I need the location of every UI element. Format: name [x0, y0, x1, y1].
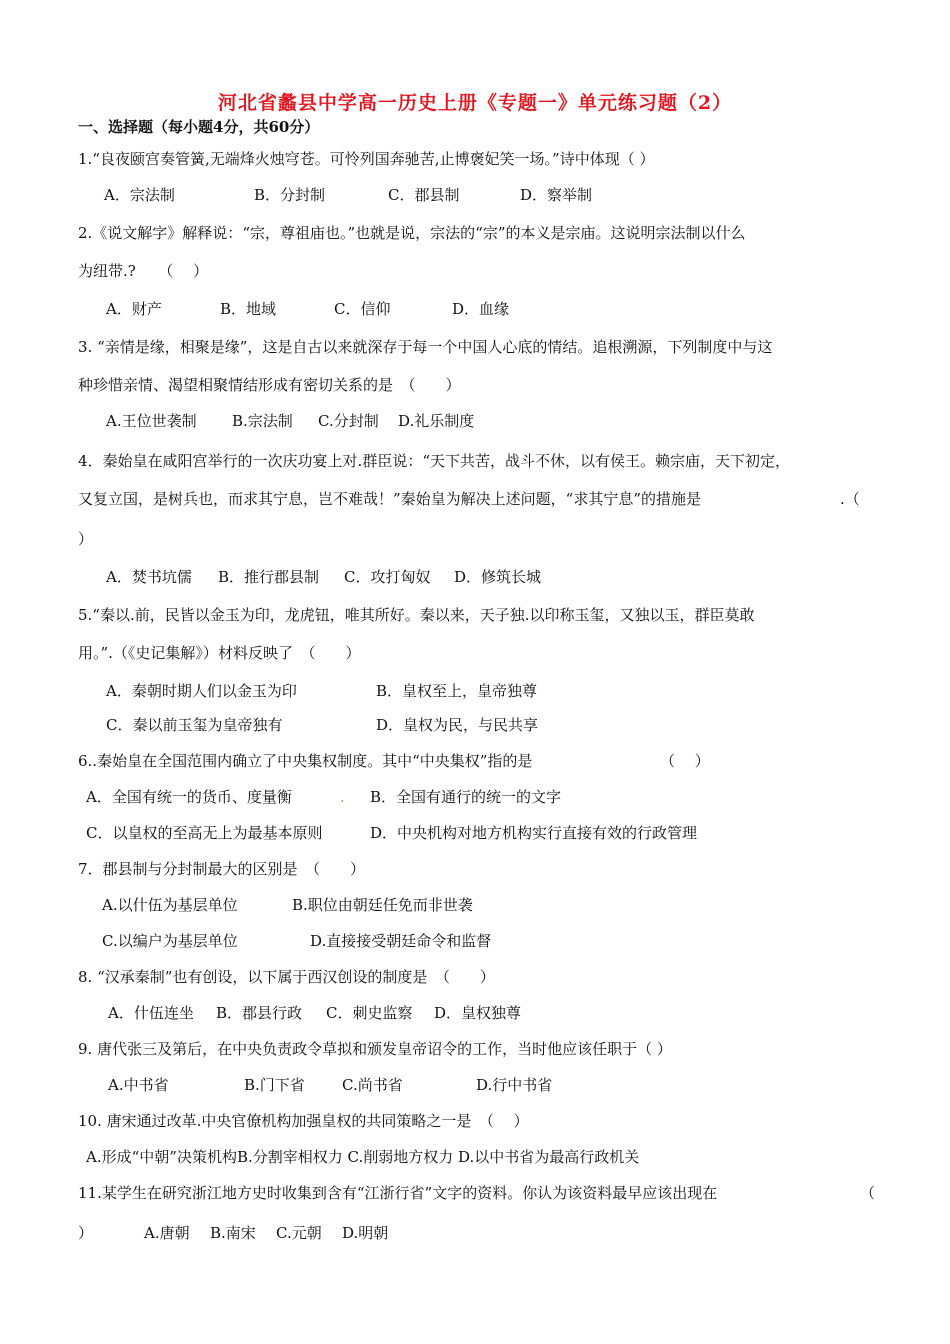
document-title: 河北省蠡县中学高一历史上册《专题一》单元练习题（2）	[217, 92, 733, 114]
question-6-stem: 6..秦始皇在全国范围内确立了中央集权制度。其中“中央集权”指的是	[78, 752, 533, 770]
question-8-option-a: A．什伍连坐	[108, 1004, 194, 1022]
question-6-stray-dot: .	[340, 788, 345, 806]
question-1-option-c: C．郡县制	[388, 186, 460, 204]
question-8-option-c: C．刺史监察	[326, 1004, 413, 1022]
question-4-stem-line-2-tail: .（	[840, 490, 860, 508]
question-5-option-a: A．秦朝时期人们以金玉为印	[106, 682, 297, 700]
question-5-option-b: B．皇权至上，皇帝独尊	[376, 682, 538, 700]
question-8-stem: 8. “汉承秦制”也有创设，以下属于西汉创设的制度是 （ ）	[78, 968, 495, 986]
question-5-option-c: C．秦以前玉玺为皇帝独有	[106, 716, 283, 734]
question-9-option-d: D.行中书省	[476, 1076, 553, 1094]
question-2-option-c: C．信仰	[334, 300, 391, 318]
question-6-answer-paren: （ ）	[660, 752, 710, 770]
question-11-option-c: C.元朝	[276, 1224, 322, 1242]
question-3-option-c: C.分封制	[318, 412, 379, 430]
question-1-option-b: B．分封制	[254, 186, 326, 204]
question-9-option-a: A.中书省	[108, 1076, 169, 1094]
question-1-option-d: D．察举制	[520, 186, 593, 204]
question-8-option-d: D．皇权独尊	[434, 1004, 522, 1022]
question-4-stem-line-3: ）	[78, 530, 94, 548]
question-9-stem: 9. 唐代张三及第后，在中央负责政令草拟和颁发皇帝诏令的工作，当时他应该任职于（ ）	[78, 1040, 672, 1058]
question-2-option-d: D．血缘	[452, 300, 510, 318]
question-7-option-b: B.职位由朝廷任免而非世袭	[292, 896, 473, 914]
question-4-option-d: D．修筑长城	[454, 568, 542, 586]
question-5-stem-line-1: 5.“秦以.前，民皆以金玉为印，龙虎钮，唯其所好。秦以来，天子独.以印称玉玺，又独以玉，群臣莫敢	[78, 606, 755, 624]
question-5-option-d: D．皇权为民，与民共享	[376, 716, 539, 734]
question-6-option-d: D．中央机构对地方机构实行直接有效的行政管理	[370, 824, 698, 842]
question-11-stem: 11.某学生在研究浙江地方史时收集到含有“江浙行省”文字的资料。你认为该资料最早应该出现在	[78, 1184, 718, 1202]
question-6-option-b: B．全国有通行的统一的文字	[370, 788, 562, 806]
question-4-option-c: C．攻打匈奴	[344, 568, 431, 586]
question-4-option-a: A．焚书坑儒	[106, 568, 192, 586]
question-11-option-d: D.明朝	[342, 1224, 389, 1242]
question-3-stem-line-2: 种珍惜亲情、渴望相聚情结形成有密切关系的是 （ ）	[78, 376, 461, 394]
question-2-option-b: B．地域	[220, 300, 277, 318]
question-7-option-c: C.以编户为基层单位	[102, 932, 238, 950]
question-11-paren-close: ）	[78, 1224, 94, 1242]
question-11-option-b: B.南宋	[210, 1224, 256, 1242]
question-4-option-b: B．推行郡县制	[218, 568, 320, 586]
question-4-stem-line-2: 又复立国，是树兵也，而求其宁息，岂不难哉！”秦始皇为解决上述问题，“求其宁息”的措施是	[78, 490, 702, 508]
question-3-option-d: D.礼乐制度	[398, 412, 475, 430]
question-10-stem: 10. 唐宋通过改革.中央官僚机构加强皇权的共同策略之一是 （ ）	[78, 1112, 529, 1130]
question-11-paren-open: （	[860, 1184, 876, 1202]
section-heading: 一、选择题（每小题4分，共60分）	[78, 118, 320, 136]
question-6-option-a: A．全国有统一的货币、度量衡	[86, 788, 292, 806]
question-3-option-b: B.宗法制	[232, 412, 293, 430]
question-9-option-b: B.门下省	[244, 1076, 305, 1094]
question-7-option-a: A.以什伍为基层单位	[102, 896, 238, 914]
question-9-option-c: C.尚书省	[342, 1076, 403, 1094]
question-8-option-b: B．郡县行政	[216, 1004, 303, 1022]
question-2-option-a: A．财产	[106, 300, 162, 318]
question-1-stem: 1.“良夜颐宫奏管簧,无端烽火烛穹苍。可怜列国奔驰苦,止博褒妃笑一场。”诗中体现（ ）	[78, 150, 655, 168]
question-6-option-c: C．以皇权的至高无上为最基本原则	[86, 824, 323, 842]
question-5-stem-line-2: 用。”.（《史记集解》）材料反映了 （ ）	[78, 644, 361, 662]
question-3-option-a: A.王位世袭制	[106, 412, 197, 430]
question-4-stem-line-1: 4．秦始皇在咸阳宫举行的一次庆功宴上对.群臣说：“天下共苦，战斗不休，以有侯王。赖宗庙，天下初定，	[78, 452, 790, 470]
question-7-option-d: D.直接接受朝廷命令和监督	[310, 932, 492, 950]
question-11-option-a: A.唐朝	[144, 1224, 190, 1242]
question-7-stem: 7．郡县制与分封制最大的区别是 （ ）	[78, 860, 366, 878]
question-2-stem-line-2: 为纽带.? （ ）	[78, 262, 209, 280]
question-3-stem-line-1: 3. “亲情是缘，相聚是缘”，这是自古以来就深存于每一个中国人心底的情结。追根溯源，下列制度中与这	[78, 338, 773, 356]
question-10-options: A.形成“中朝”决策机构B.分割宰相权力 C.削弱地方权力 D.以中书省为最高行政机关	[86, 1148, 640, 1166]
question-2-stem-line-1: 2.《说文解字》解释说：“宗，尊祖庙也。”也就是说，宗法的“宗”的本义是宗庙。这说明宗法制以什么	[78, 224, 746, 242]
question-1-option-a: A．宗法制	[104, 186, 175, 204]
